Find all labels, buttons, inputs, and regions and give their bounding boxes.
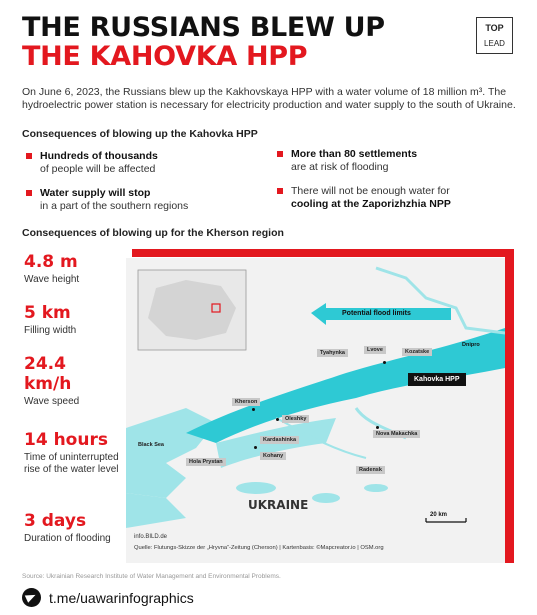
telegram-link[interactable] bbox=[22, 588, 194, 607]
lake-shape bbox=[312, 493, 340, 503]
bullet-water-supply bbox=[40, 187, 240, 212]
city-label: Tyahynka bbox=[317, 349, 348, 357]
toplead-logo bbox=[476, 17, 513, 54]
telegram-url[interactable]: t.me/uawarinfographics bbox=[49, 589, 194, 606]
dnipro-river-line bbox=[376, 268, 505, 333]
ukraine-label: UKRAINE bbox=[248, 498, 309, 512]
stat-wave-speed bbox=[24, 354, 94, 408]
region-heading: Consequences of blowing up for the Kherson region bbox=[22, 227, 284, 239]
map-source: Quelle: Flutungs-Skizze der „Hryvna“-Zeitung (Cherson) | Kartenbasis: ©Mapcreator.io | OSM.org bbox=[134, 545, 384, 551]
stat-label: Duration of flooding bbox=[24, 533, 111, 544]
bullet-bold: Hundreds of thousands bbox=[40, 150, 158, 162]
flood-map-svg bbox=[126, 258, 505, 563]
city-marker-icon bbox=[276, 418, 279, 421]
stat-value: 5 km bbox=[24, 303, 71, 323]
data-source: Source: Ukrainian Research Institute of Water Management and Environmental Problems. bbox=[22, 573, 281, 580]
stat-value: 4.8 m bbox=[24, 252, 78, 272]
bullet-bold: cooling at the Zaporizhzhia NPP bbox=[291, 197, 451, 210]
bullet-marker-icon bbox=[277, 151, 283, 157]
city-marker-icon bbox=[254, 446, 257, 449]
city-label: Kohany bbox=[260, 452, 286, 460]
city-label: Radensk bbox=[356, 466, 385, 474]
city-marker-icon bbox=[376, 426, 379, 429]
city-label: Oleshky bbox=[282, 415, 309, 423]
intro-text: On June 6, 2023, the Russians blew up the Kakhovskaya HPP with a water volume of 18 million m³. The hydroelectric power station is necessary for electricity production and water supply to the south of Ukraine. bbox=[22, 86, 516, 111]
sea-south-shape bbox=[126, 493, 186, 528]
bullet-bold: Water supply will stop bbox=[40, 187, 151, 199]
city-label: Kardashinka bbox=[260, 436, 299, 444]
bullet-text: There will not be enough water for bbox=[291, 185, 450, 197]
stat-value: 3 days bbox=[24, 511, 87, 531]
city-label: Lvove bbox=[364, 346, 386, 354]
bullet-text: of people will be affected bbox=[40, 162, 156, 175]
city-label: Hola Prystan bbox=[186, 458, 226, 466]
inset-land-shape bbox=[148, 280, 236, 340]
black-sea-shape bbox=[126, 408, 216, 498]
kahovka-hpp-label: Kahovka HPP bbox=[408, 373, 466, 386]
stat-wave-height bbox=[24, 252, 119, 286]
lake-shape bbox=[236, 482, 276, 494]
dnipro-label: Dnipro bbox=[462, 342, 480, 348]
map-frame-top bbox=[132, 249, 514, 257]
bullet-marker-icon bbox=[26, 153, 32, 159]
bullet-affected bbox=[40, 150, 240, 175]
stat-value: 14 hours bbox=[24, 430, 108, 450]
stat-label: Time of uninterrupted rise of the water level bbox=[24, 452, 119, 475]
bullet-bold: More than 80 settlements bbox=[291, 148, 418, 160]
bullet-npp bbox=[291, 185, 511, 210]
telegram-icon bbox=[22, 588, 41, 607]
logo-top-text: TOP bbox=[485, 23, 504, 33]
title-line-1: THE RUSSIANS BLEW UP bbox=[22, 12, 385, 43]
lake-shape bbox=[364, 484, 388, 492]
flood-limits-label: Potential flood limits bbox=[342, 310, 411, 317]
map-credit: info.BILD.de bbox=[134, 534, 168, 540]
city-label: Kozatske bbox=[402, 348, 432, 356]
city-marker-icon bbox=[252, 408, 255, 411]
city-label: Nova Makachka bbox=[373, 430, 420, 438]
bullet-settlements bbox=[291, 148, 511, 173]
map-frame-right bbox=[505, 249, 514, 563]
bullet-marker-icon bbox=[26, 190, 32, 196]
page-title bbox=[22, 14, 385, 70]
stat-filling-width bbox=[24, 303, 119, 337]
stat-flood-duration bbox=[24, 511, 114, 545]
bullet-text: in a part of the southern regions bbox=[40, 199, 189, 212]
stat-value: 24.4 km/h bbox=[24, 354, 72, 394]
flood-map bbox=[126, 258, 505, 563]
stat-label: Wave height bbox=[24, 274, 80, 285]
stat-rise-time bbox=[24, 430, 120, 476]
logo-bottom-text: LEAD bbox=[484, 39, 505, 48]
consequences-heading: Consequences of blowing up the Kahovka HPP bbox=[22, 128, 258, 140]
city-marker-icon bbox=[383, 361, 386, 364]
bullet-marker-icon bbox=[277, 188, 283, 194]
title-line-2: THE KAHOVKA HPP bbox=[22, 41, 308, 72]
black-sea-label: Black Sea bbox=[138, 442, 164, 448]
stat-label: Wave speed bbox=[24, 396, 80, 407]
stat-label: Filling width bbox=[24, 325, 77, 336]
scale-label: 20 km bbox=[430, 512, 448, 518]
city-label: Kherson bbox=[232, 398, 260, 406]
bullet-text: are at risk of flooding bbox=[291, 160, 389, 173]
